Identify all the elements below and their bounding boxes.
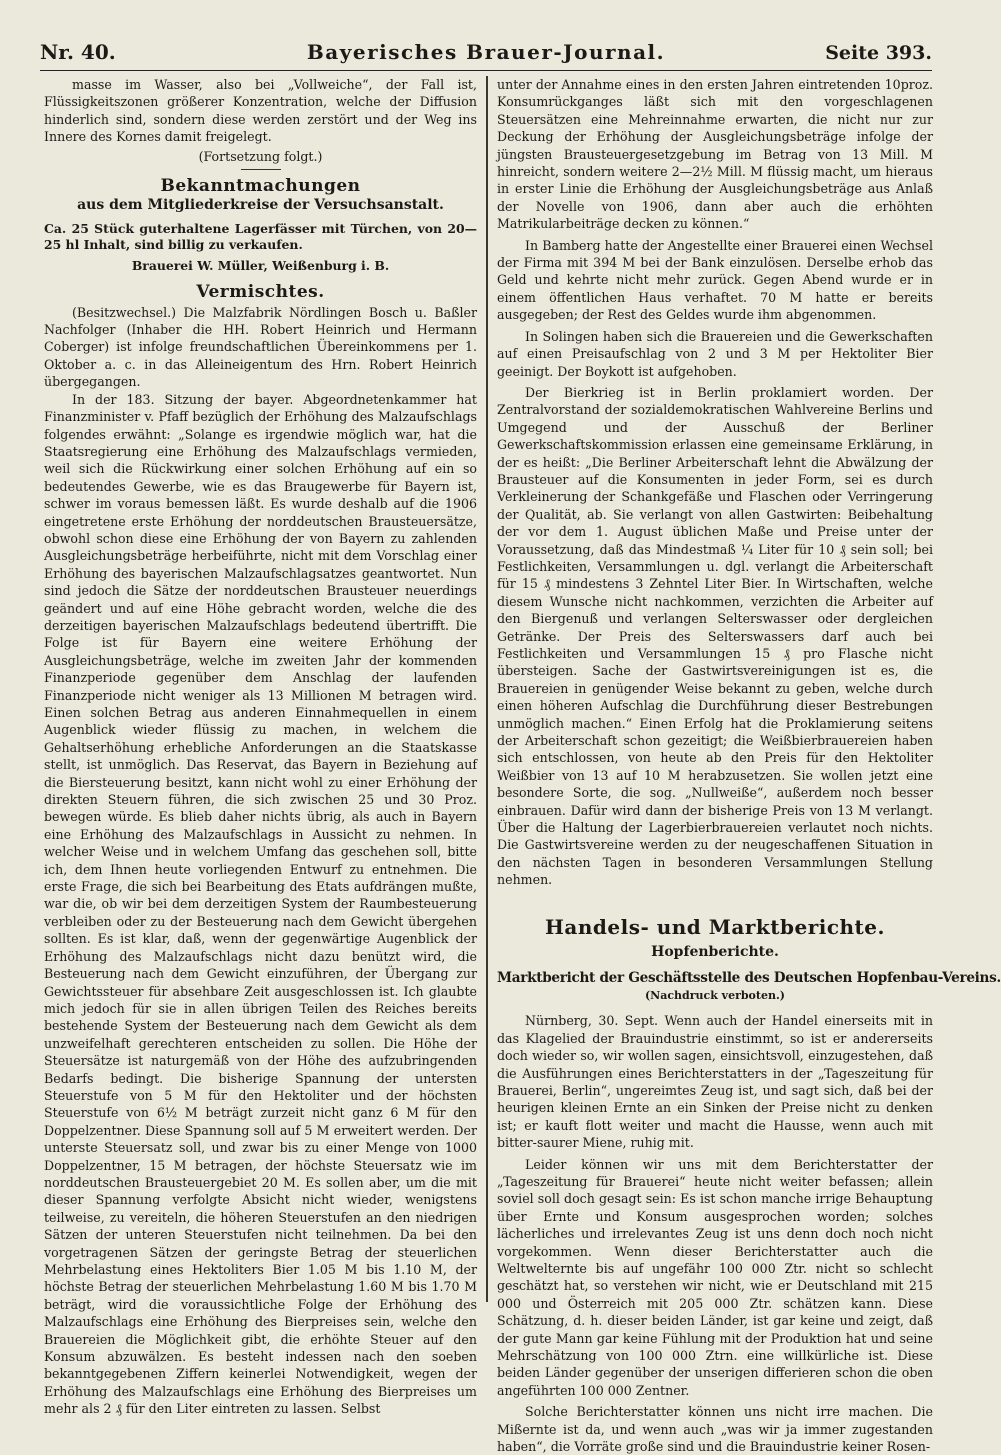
miscellaneous-heading: Vermischtes.	[196, 282, 325, 303]
issue-number: Nr. 40.	[40, 40, 116, 64]
reprint-notice: (Nachdruck verboten.)	[644, 988, 786, 1002]
advertisement-signature: Brauerei W. Müller, Weißenburg i. B.	[131, 257, 390, 273]
nurnberg-paragraph: Nürnberg, 30. Sept. Wenn auch der Handel einerseits mit in das Klagelied der Brauindustrie einstimmt, so ist er andererseits doch wieder so, wir wollen sagen, einsichtsvoll, einzugestehen, daß die Ausführungen eines Berichterstatters in der „Tageszeitung für Brauerei, Berlin“, ungereimtes Zeug ist, und sagt sich, daß bei der heurigen kleinen Ernte an ein Sinken der Preise nicht zu denken ist; er kauft flott weiter und macht die Hausse, wenn auch mit bitter-saurer Miene, ruhig mit.	[497, 1013, 933, 1151]
solche-paragraph: Solche Berichterstatter können uns nicht irre machen. Die Mißernte ist da, und wenn auch „was wir ja immer zugestanden haben“, die Vorräte große sind und die Brauindustrie keiner Rosen-	[497, 1404, 933, 1455]
trade-reports-heading: Handels- und Marktberichte.	[545, 914, 885, 939]
page-number: Seite 393.	[825, 42, 932, 64]
advertisement-text: Ca. 25 Stück guterhaltene Lagerfässer mit Türchen, von 20—25 hl Inhalt, sind billig zu verkaufen.	[44, 220, 477, 252]
berlin-beer-war-paragraph: Der Bierkrieg ist in Berlin proklamiert worden. Der Zentralvorstand der sozialdemokratischen Wahlvereine Berlins und Umgegend und der Ausschuß der Berliner Gewerkschaftskommission erlassen eine gemeinsame Erklärung, in der es heißt: „Die Berliner Arbeiterschaft lehnt die Abwälzung der Brausteuer auf die Konsumenten in jeder Form, sei es durch Verkleinerung der Schankgefäße und Flaschen oder Verringerung der Qualität, ab. Sie verlangt von allen Gastwirten: Beibehaltung der vor dem 1. August üblichen Maße und Preise unter der Voraussetzung, daß das Mindestmaß ¼ Liter für 10 ₰ sein soll; bei Festlichkeiten, Versammlungen u. dgl. verlangt die Arbeiterschaft für 15 ₰ mindestens 3 Zehntel Liter Bier. In Wirtschaften, welche diesem Wunsche nicht nachkommen, verzichten die Arbeiter auf den Biergenuß und verlangen Selterswasser oder dergleichen Getränke. Der Preis des Selterswassers darf auch bei Festlichkeiten und Versammlungen 15 ₰ pro Flasche nicht übersteigen. Sache der Gastwirtsvereinigungen ist es, die Brauereien in genügender Weise bekannt zu geben, welche durch einen höheren Aufschlag die Durchführung dieser Bestrebungen unmöglich machen.“ Einen Erfolg hat die Proklamierung seitens der Arbeiterschaft schon gezeitigt; die Weißbierbrauereien haben sich entschlossen, von heute ab den Preis für den Hektoliter Weißbier von 13 auf 10 M herabzusetzen. Sie wollen jetzt eine besondere Sorte, die sog. „Nullweiße“, außerdem noch besser einbrauen. Dafür wird dann der bisherige Preis von 13 M verlangt. Über die Haltung der Lagerbierbrauereien verlautet noch nichts. Die Gastwirtsvereine werden zu der neugeschaffenen Situation in den nächsten Tagen in besonderen Versammlungen Stellung nehmen.	[497, 384, 933, 888]
continued-paragraph: unter der Annahme eines in den ersten Jahren eintretenden 10proz. Konsumrückganges läßt sich mit den vorgeschlagenen Steuersätzen eine Mehreinnahme erwarten, die nicht nur zur Deckung der Erhöhung der Ausgleichungsbeträge infolge der jüngsten Brausteuergesetzgebung im Betrag von 13 Mill. M hinreicht, sondern weitere 2—2½ Mill. M flüssig macht, um hieraus in erster Linie die Erhöhung der Ausgleichungsbeträge aus Anlaß der Novelle von 1906, dann aber auch die erhöhten Matrikularbeiträge decken zu können.“	[497, 77, 933, 232]
intro-paragraph: masse im Wasser, also bei „Vollweiche“, der Fall ist, Flüssigkeitszonen größerer Konzentration, welche der Diffusion hinderlich sind, sondern diese werden zerstört und der Weg ins Innere des Kornes damit freigelegt.	[44, 77, 477, 145]
left-column	[44, 76, 477, 1417]
ownership-change-paragraph: (Besitzwechsel.) Die Malzfabrik Nördlingen Bosch u. Baßler Nachfolger (Inhaber die HH. Robert Heinrich und Hermann Coberger) ist infolge freundschaftlichen Übereinkommens per 1. Oktober a. c. in das Alleineigentum des Hrn. Robert Heinrich übergegangen.	[44, 304, 477, 390]
page-header	[40, 38, 932, 71]
malt-tax-paragraph: In der 183. Sitzung der bayer. Abgeordnetenkammer hat Finanzminister v. Pfaff bezüglich der Erhöhung des Malzaufschlags folgendes erwähnt: „Solange es irgendwie möglich war, hat die Staatsregierung eine Erhöhung des Malzaufschlags vermieden, weil sich die Rückwirkung einer solchen Erhöhung auf ein so bedeutendes Gewerbe, wie es das Braugewerbe für Bayern ist, schwer im voraus bemessen läßt. Es wurde deshalb auf die 1906 eingetretene erste Erhöhung der norddeutschen Brausteuersätze, obwohl schon diese eine Erhöhung der von Bayern zu zahlenden Ausgleichungsbeträge herbeiführte, nicht mit dem Vorschlag einer Erhöhung des bayerischen Malzaufschlagsatzes geantwortet. Nun sind jedoch die Sätze der norddeutschen Brausteuer neuerdings geändert und auf eine Höhe gebracht worden, welche die des derzeitigen bayerischen Malzaufschlags bedeutend übertrifft. Die Folge ist für Bayern eine weitere Erhöhung der Ausgleichungsbeträge, welche im zweiten Jahr der kommenden Finanzperiode gegenüber dem Anschlag der laufenden Finanzperiode nicht weniger als 13 Millionen M betragen wird. Einen solchen Betrag aus anderen Einnahmequellen in einem Augenblick wieder flüssig zu machen, in welchem die Gehaltserhöhung erhebliche Anforderungen an die Staatskasse stellt, ist unmöglich. Das Reservat, das Bayern in Beziehung auf die Biersteuerung besitzt, kann nicht wohl zu einer Erhöhung der direkten Steuern führen, die sich zwischen 25 und 30 Proz. bewegen würde. Es blieb daher nichts übrig, als auch in Bayern eine Erhöhung des Malzaufschlags in Aussicht zu nehmen. In welcher Weise und in welchem Umfang das geschehen soll, bitte ich, dem Ihnen heute vorliegenden Entwurf zu entnehmen. Die erste Frage, die sich bei Bearbeitung des Etats aufdrängen mußte, war die, ob wir bei dem derzeitigen System der Raumbesteuerung verbleiben oder zu der Besteuerung nach dem Gewicht übergehen sollten. Es ist klar, daß, wenn der gegenwärtige Augenblick der Erhöhung des Malzaufschlags nicht dazu benützt wird, die Besteuerung nach dem Gewicht einzuführen, der Übergang zur Gewichtssteuer für absehbare Zeit ausgeschlossen ist. Ich glaubte mich jedoch für sie in allen übrigen Teilen des Reiches bereits bestehende System der Besteuerung nach dem Gewicht als dem unzweifelhaft gerechteren entscheiden zu sollen. Die Höhe der Steuersätze ist naturgemäß von der Höhe des aufzubringenden Bedarfs bedingt. Die bisherige Spannung der untersten Steuerstufe von 5 M für den Hektoliter und der höchsten Steuerstufe von 6½ M beträgt zurzeit nicht ganz 6 M für den Doppelzentner. Diese Spannung soll auf 5 M erweitert werden. Der unterste Steuersatz soll, und zwar bis zu einer Menge von 1000 Doppelzentner, 15 M betragen, der höchste Steuersatz wie im norddeutschen Brausteuergebiet 20 M. Es sollen aber, um die mit dieser Spannung verfolgte Absicht nicht wieder, wenigstens teilweise, zu vereiteln, die höheren Steuerstufen an den niedrigen Sätzen der unteren Steuerstufen nicht teilnehmen. Da bei den vorgetragenen Sätzen der geringste Betrag der steuerlichen Mehrbelastung eines Hektoliters Bier 1.05 M bis 1.10 M, der höchste Betrag der steuerlichen Mehrbelastung 1.60 M bis 1.70 M beträgt, wird die voraussichtliche Folge der Erhöhung des Malzaufschlags eine Erhöhung des Bierpreises sein, welche den Brauereien die Möglichkeit gibt, die erhöhte Steuer auf den Konsum abzuwälzen. Es besteht indessen nach den soeben bekanntgegebenen Ziffern keinerlei Notwendigkeit, wegen der Erhöhung des Malzaufschlags eine Erhöhung des Bierpreises um mehr als 2 ₰ für den Liter eintreten zu lassen. Selbst	[44, 391, 477, 1417]
continuation-note: (Fortsetzung folgt.)	[198, 148, 323, 164]
solingen-paragraph: In Solingen haben sich die Brauereien und die Gewerkschaften auf einen Preisaufschlag von 2 und 3 M per Hektoliter Bier geeinigt. Der Boykott ist aufgehoben.	[497, 328, 933, 379]
announcements-heading: Bekanntmachungen	[160, 176, 361, 197]
hop-reports-heading: Hopfenberichte.	[651, 944, 779, 961]
journal-title: Bayerisches Brauer-Journal.	[306, 40, 666, 64]
divider	[241, 169, 281, 170]
bamberg-paragraph: In Bamberg hatte der Angestellte einer Brauerei einen Wechsel der Firma mit 394 M bei der Bank einzulösen. Derselbe erhob das Geld und kehrte nicht mehr zurück. Gegen Abend wurde er in einem öffentlichen Haus verhaftet. 70 M hatte er bereits ausgegeben; der Rest des Geldes wurde ihm abgenommen.	[497, 237, 933, 323]
market-report-heading: Marktbericht der Geschäftsstelle des Deutschen Hopfenbau-Vereins.	[497, 969, 1001, 986]
right-column	[497, 76, 1001, 1455]
announcements-subheading: aus dem Mitgliederkreise der Versuchsanstalt.	[77, 197, 444, 214]
column-divider	[486, 76, 488, 1302]
leider-paragraph: Leider können wir uns mit dem Berichterstatter der „Tageszeitung für Brauerei“ heute nicht weiter befassen; allein soviel soll doch gesagt sein: Es ist schon manche irrige Behauptung über Ernte und Konsum ausgesprochen worden; solches lächerliches und irrelevantes Zeug ist uns denn doch noch nicht vorgekommen. Wenn dieser Berichterstatter auch die Weltwelternte bis auf ungefähr 100 000 Ztr. nicht so schlecht geschätzt hat, so verstehen wir nicht, wie er Deutschland mit 215 000 und Österreich mit 205 000 Ztr. schätzen kann. Diese Schätzung, d. h. dieser beiden Länder, ist gar keine und zeigt, daß der gute Mann gar keine Fühlung mit der Produktion hat und seine Mehrschätzung von 100 000 Ztrn. eine willkürliche ist. Diese beiden Länder gegenüber der unserigen differieren schon die oben angeführten 100 000 Zentner.	[497, 1156, 933, 1398]
